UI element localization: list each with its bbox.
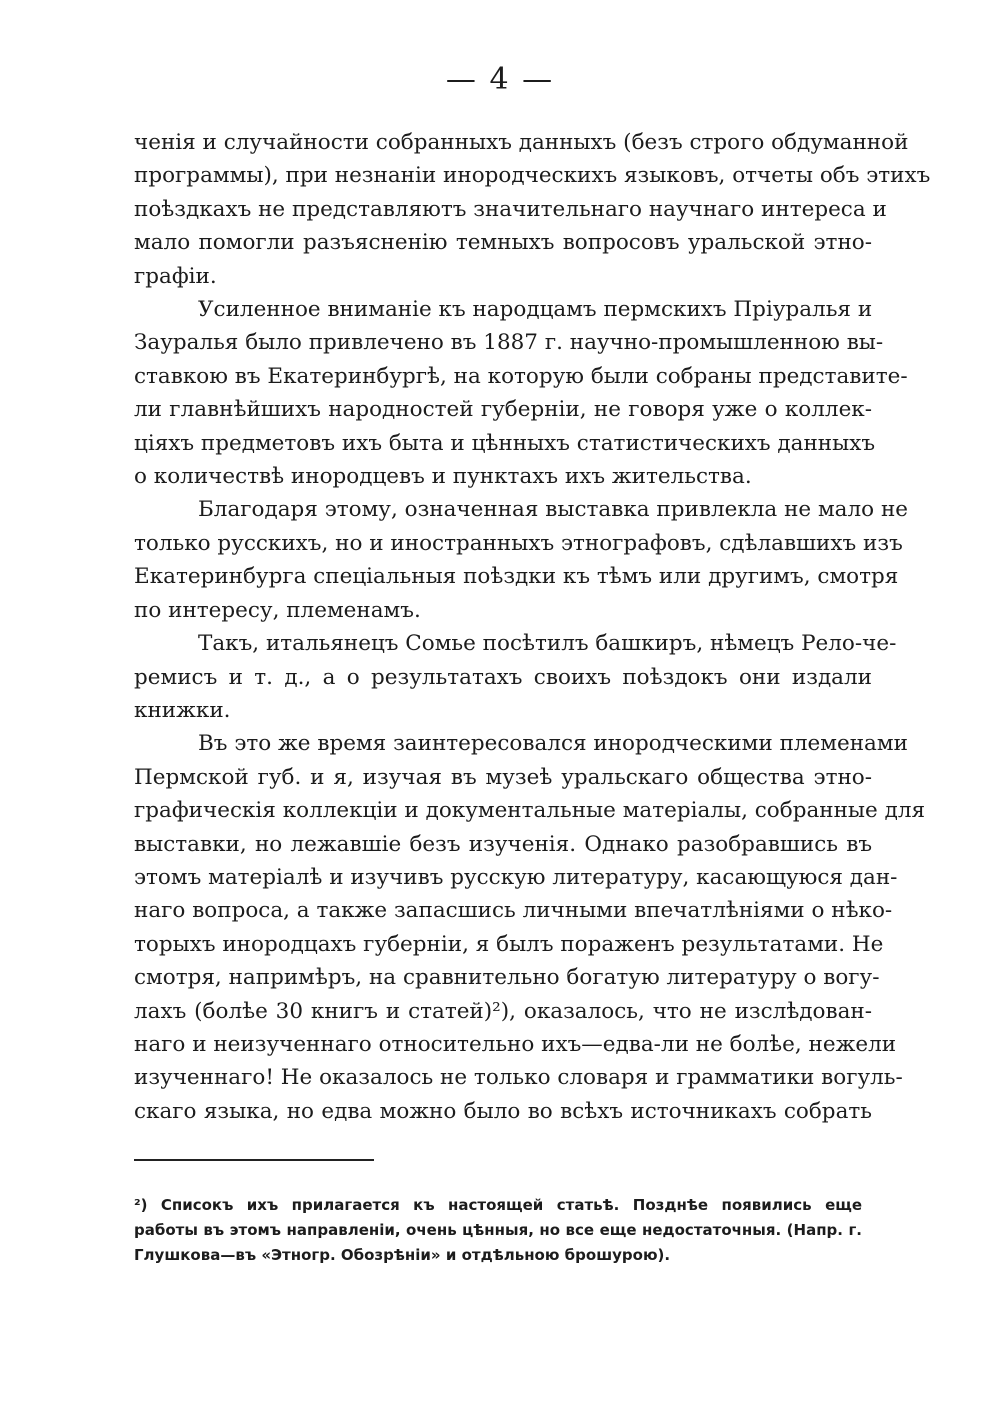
text-line: Пермской губ. и я, изучая въ музеѣ уральскаго общества этно-	[134, 764, 872, 790]
text-line: смотря, напримѣръ, на сравнительно богатую литературу о вогу-	[134, 965, 880, 991]
body-text	[134, 126, 931, 1128]
text-line: мало помогли разъясненію темныхъ вопросовъ уральской этно-	[134, 230, 872, 256]
paragraph-start-line: Усиленное вниманіе къ народцамъ пермскихъ Пріуралья и	[198, 297, 873, 323]
text-line: ченія и случайности собранныхъ данныхъ (безъ строго обдуманной	[134, 130, 909, 155]
footnote-divider	[134, 1159, 374, 1161]
text-line: скаго языка, но едва можно было во всѣхъ источникахъ собрать	[134, 1098, 872, 1124]
footnote-line: работы въ этомъ направленіи, очень цѣнныя, но все еще недостаточныя. (Напр. г.	[134, 1221, 862, 1239]
text-line: изученнаго! Не оказалось не только словаря и грамматики вогуль-	[134, 1065, 903, 1091]
page-number: — 4 —	[445, 62, 555, 97]
text-line: выставки, но лежавшіе безъ изученія. Однако разобравшись въ	[134, 831, 872, 857]
text-line: книжки.	[134, 697, 231, 723]
text-line: программы), при незнаніи инородческихъ языковъ, отчеты объ этихъ	[134, 163, 931, 189]
footnote-line: Глушкова—въ «Этногр. Обозрѣніи» и отдѣльною брошурою).	[134, 1246, 671, 1264]
text-line: только русскихъ, но и иностранныхъ этнографовъ, сдѣлавшихъ изъ	[134, 530, 903, 556]
paragraph-start-line: Благодаря этому, означенная выставка привлекла не мало не	[198, 497, 908, 523]
text-line: графическія коллекціи и документальные матеріалы, собранные для	[134, 798, 926, 824]
text-line: торыхъ инородцахъ губерніи, я былъ пораженъ результатами. Не	[134, 931, 884, 957]
text-line: Екатеринбурга спеціальныя поѣздки къ тѣмъ или другимъ, смотря	[134, 564, 899, 590]
text-line: ціяхъ предметовъ ихъ быта и цѣнныхъ статистическихъ данныхъ	[134, 430, 876, 456]
footnote-line: ²) Списокъ ихъ прилагается къ настоящей статьѣ. Позднѣе появились еще	[134, 1196, 862, 1214]
text-line: этомъ матеріалѣ и изучивъ русскую литературу, касающуюся дан-	[134, 864, 898, 890]
text-line: по интересу, племенамъ.	[134, 597, 421, 623]
paragraph-start-line: Такъ, итальянецъ Сомье посѣтилъ башкиръ, нѣмецъ Рело-че-	[198, 631, 897, 657]
text-line: ли главнѣйшихъ народностей губерніи, не говоря уже о коллек-	[134, 397, 872, 423]
footnote	[134, 1193, 862, 1268]
text-line: ремисъ и т. д., а о результатахъ своихъ поѣздокъ они издали	[134, 664, 872, 690]
text-line: о количествѣ инородцевъ и пунктахъ ихъ жительства.	[134, 464, 752, 490]
text-line: наго и неизученнаго относительно ихъ—едва-ли не болѣе, нежели	[134, 1031, 897, 1057]
text-line: наго вопроса, а также запасшись личными впечатлѣніями о нѣко-	[134, 898, 893, 924]
paragraph-start-line: Въ это же время заинтересовался инородческими племенами	[198, 731, 908, 757]
text-line: графіи.	[134, 263, 217, 289]
text-line: лахъ (болѣе 30 книгъ и статей)²), оказалось, что не изслѣдован-	[134, 998, 872, 1024]
text-line: ставкою въ Екатеринбургѣ, на которую были собраны представите-	[134, 363, 908, 389]
text-line: Зауралья было привлечено въ 1887 г. научно-промышленною вы-	[134, 330, 884, 356]
text-line: поѣздкахъ не представляютъ значительнаго научнаго интереса и	[134, 196, 887, 222]
